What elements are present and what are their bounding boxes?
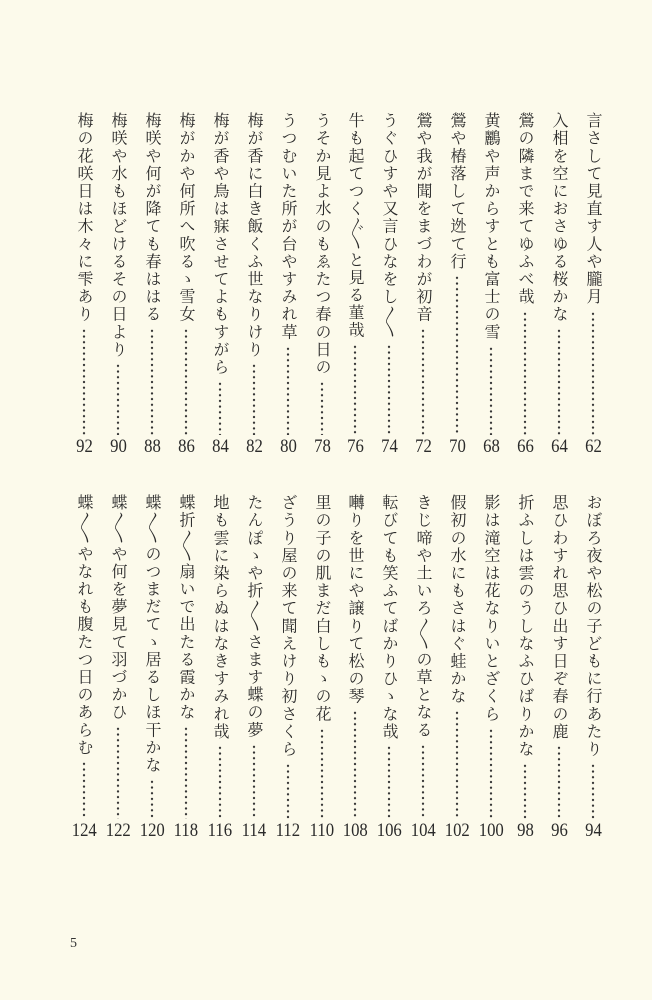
page-number: 120 [139,820,165,841]
page-number: 100 [478,820,504,841]
dot-leader [387,745,391,819]
haiku-title: たんぽゝや折〱さます蝶の夢 [245,494,264,739]
page-number: 86 [177,436,195,457]
haiku-title: 影は滝空は花なりいとざくら [482,494,501,723]
toc-entry [542,494,576,841]
page-number: 80 [279,436,297,457]
dot-leader [82,761,86,819]
page-number: 116 [207,820,233,841]
haiku-title: 梅がかや何所へ吹るゝ雪女 [177,112,196,324]
haiku-title: 假初の水にもさはぐ蛙かな [448,494,467,706]
haiku-title: 蝶〱のつまだてゝ居るしほ干かな [143,494,162,774]
toc-entry [474,494,508,841]
dot-leader [286,763,290,819]
folio-page-number: 5 [70,936,77,951]
haiku-title: きじ啼や土いろ〱の草となる [414,494,433,739]
dot-leader [489,728,493,819]
haiku-title: 里の子の肌まだ白しもゝの花 [313,494,332,723]
haiku-title: 鶯や我が聞をまづわが初音 [414,112,433,324]
page-number: 92 [75,436,93,457]
page-number: 82 [245,436,263,457]
dot-leader [150,779,154,819]
haiku-title: うつむいた所が台やすみれ草 [279,112,298,341]
dot-leader [421,744,425,819]
dot-leader [353,710,357,819]
toc-entry [67,494,101,841]
toc-entry [237,494,271,841]
toc-entry [440,494,474,841]
haiku-title: 思ひわすれ思ひ出す日ぞ春の鹿 [550,494,569,741]
page-number: 70 [448,436,466,457]
haiku-title: 梅咲や水もほどけるその日より [109,112,128,359]
dot-leader [455,710,459,819]
toc-entry [305,494,339,841]
page-number: 106 [376,820,402,841]
toc-entry [372,494,406,841]
haiku-title: 入相を空におさゆる桜かな [550,112,569,324]
toc-entry [406,494,440,841]
haiku-title: 囀りを世にや譲りて松の琴 [346,494,365,706]
dot-leader [523,763,527,819]
page-number: 104 [410,820,436,841]
haiku-title: 梅咲や何が降ても春ははる [143,112,162,324]
toc-entry [135,494,169,841]
haiku-title: 蝶〱や何を夢見て羽づかひ [109,494,128,722]
haiku-title: 黄鸝や声からすとも富士の雪 [482,112,501,341]
dot-leader [591,763,595,819]
haiku-title: 梅が香に白き飯くふ世なりけり [245,112,264,359]
page-number: 88 [143,436,161,457]
haiku-title: ざうり屋の来て聞えけり初さくら [279,494,298,758]
toc-entry [101,494,135,841]
page-number: 68 [482,436,500,457]
page-number: 62 [584,436,602,457]
page-number: 96 [550,820,568,841]
dot-leader [252,744,256,819]
page-number: 64 [550,436,568,457]
dot-leader [116,726,120,819]
toc-entry [203,494,237,841]
page-number: 94 [584,820,602,841]
haiku-title: 鶯や椿落して迯て行 [448,112,467,271]
page-number: 110 [309,820,335,841]
page-number: 76 [346,436,364,457]
page-number: 112 [275,820,301,841]
page-number: 84 [211,436,229,457]
haiku-title: 言さして見直す人や朧月 [584,112,603,306]
toc-entry [338,494,372,841]
page-number: 124 [71,820,97,841]
dot-leader [184,726,188,819]
haiku-title: 梅が香や鳥は寐させてよもすがら [211,112,230,376]
page-number: 108 [342,820,368,841]
haiku-title: 梅の花咲日は木々に雫あり [75,112,94,324]
haiku-title: 地も雲に染らぬはなきすみれ哉 [211,494,230,741]
page-number: 74 [380,436,398,457]
haiku-title: 牛も起てつく〲と見る菫哉 [346,112,365,340]
haiku-title: うそか見よ水のもゑたつ春の日の [313,112,332,376]
dot-leader [557,745,561,819]
dot-leader [320,728,324,819]
haiku-title: うぐひすや又言ひなをし〱 [380,112,399,340]
page-number: 78 [313,436,331,457]
haiku-title: おぼろ夜や松の子どもに行あたり [584,494,603,758]
haiku-title: 折ふしは雲のうしなふひばりかな [516,494,535,758]
page-number: 72 [414,436,432,457]
haiku-title: 転びても笑ふてばかりひゝな哉 [380,494,399,741]
haiku-title: 蝶〱やなれも腹たつ日のあらむ [75,494,94,757]
page-number: 102 [444,820,470,841]
haiku-title: 蝶折〱扇いで出たる霞かな [177,494,196,722]
page-number: 118 [173,820,199,841]
toc-entry [576,494,610,841]
page-number: 66 [516,436,534,457]
page-number: 114 [241,820,267,841]
page-number: 98 [516,820,534,841]
toc-entry [508,494,542,841]
toc-entry [271,494,305,841]
page-number: 90 [109,436,127,457]
toc-entry [169,494,203,841]
haiku-title: 鶯の隣まで来てゆふべ哉 [516,112,535,306]
dot-leader [218,745,222,819]
page-number: 122 [105,820,131,841]
